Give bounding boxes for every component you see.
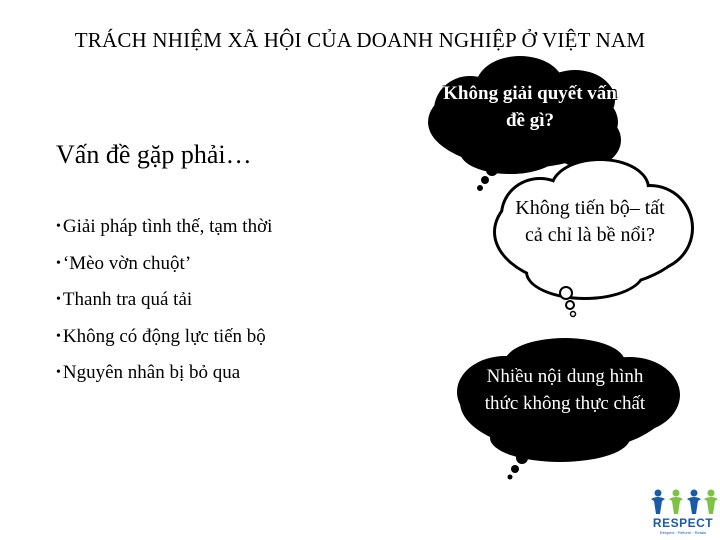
bubble-2-text: Không tiến bộ– tất cả chỉ là bề nổi? <box>515 197 665 246</box>
slide-title: TRÁCH NHIỆM XÃ HỘI CỦA DOANH NGHIỆP Ở VIỆT NAM <box>74 28 646 52</box>
bubble-3-text: Nhiều nội dung hình thức không thực chất <box>484 366 646 414</box>
bullet-item: • ‘Mèo vờn chuột’ <box>56 247 272 284</box>
bullet-item: • Giải pháp tình thế, tạm thời <box>56 210 272 247</box>
bullet-item: • Nguyên nhân bị bỏ qua <box>56 356 272 393</box>
bubble-1-text: Không giải quyết vấn đề gì? <box>443 83 617 131</box>
logo-wordmark: RESPECT <box>652 516 714 530</box>
slide-subtitle: Vấn đề gặp phải… <box>56 140 252 169</box>
logo-tagline: Respect · Reform · Retain <box>659 530 707 535</box>
bullet-item: • Không có động lực tiến bộ <box>56 320 272 357</box>
bullet-item: • Thanh tra quá tải <box>56 283 272 320</box>
